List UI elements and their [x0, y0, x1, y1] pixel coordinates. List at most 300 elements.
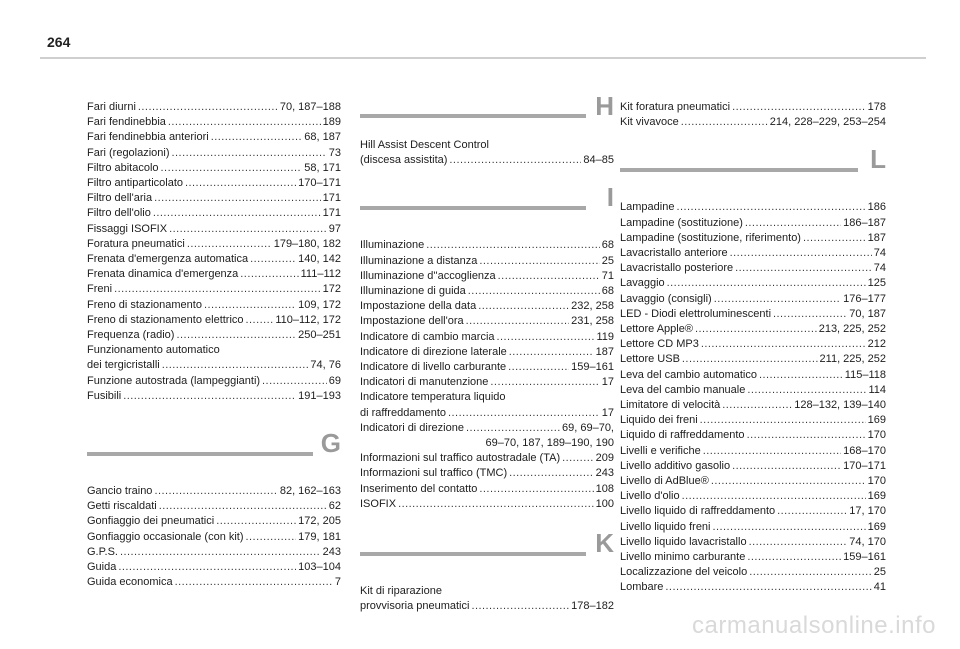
section-header-g [87, 428, 341, 478]
index-entry [87, 222, 341, 237]
index-term: Informazioni sul traffico (TMC) [360, 467, 508, 480]
index-entry [360, 497, 614, 512]
index-pages: 74, 170 [849, 535, 886, 548]
index-pages: 171 [322, 192, 341, 205]
index-pages: 232, 258 [571, 300, 614, 313]
index-entry [620, 276, 886, 291]
index-term: Gancio traino [87, 485, 153, 498]
index-term: Impostazione della data [360, 300, 477, 313]
section-letter: I [606, 182, 614, 213]
dot-leader [747, 550, 841, 565]
index-term: dei tergicristalli [87, 359, 160, 372]
index-term: Illuminazione [360, 239, 425, 252]
index-entry [620, 307, 886, 322]
dot-leader [711, 474, 866, 489]
dot-leader [204, 298, 296, 313]
index-entry [87, 252, 341, 267]
index-pages: 68 [601, 239, 614, 252]
index-term: Leva del cambio manuale [620, 383, 746, 396]
dot-leader [682, 352, 818, 367]
index-pages: 115–118 [844, 368, 886, 381]
index-pages: 140, 142 [298, 253, 341, 266]
index-term: Guida [87, 561, 117, 574]
dot-leader [713, 520, 866, 535]
index-pages: 128–132, 139–140 [794, 399, 886, 412]
index-term: Gonfiaggio occasionale (con kit) [87, 530, 244, 543]
index-term: Limitatore di velocità [620, 399, 721, 412]
index-entry [620, 337, 886, 352]
dot-leader [175, 575, 333, 590]
index-term: Indicatore di livello carburante [360, 361, 507, 374]
index-pages: 243 [322, 545, 341, 558]
index-entry [360, 375, 614, 390]
index-pages: 70, 187–188 [279, 101, 341, 113]
index-entries-i [360, 238, 614, 390]
dot-leader [676, 200, 865, 215]
index-term: Livello liquido di raffreddamento [620, 505, 776, 518]
index-term: Livello di AdBlue® [620, 475, 709, 488]
section-header-h [360, 91, 614, 132]
index-entry [360, 482, 614, 497]
dot-leader [153, 206, 321, 221]
index-term: di raffreddamento [360, 406, 447, 419]
index-term: Indicatore di direzione laterale [360, 345, 507, 358]
section-bar [360, 206, 586, 210]
index-column-3 [620, 100, 886, 596]
index-pages: 17 [601, 376, 614, 389]
index-entry [620, 246, 886, 261]
dot-leader [759, 368, 843, 383]
index-term: Filtro antiparticolato [87, 177, 183, 190]
index-pages: 119 [596, 330, 614, 343]
index-pages: 125 [867, 277, 886, 290]
index-pages: 69, 69–70, [562, 421, 614, 434]
index-pages: 169 [867, 490, 886, 503]
index-pages: 103–104 [298, 561, 341, 574]
index-entry [87, 130, 341, 145]
index-entry-line: Hill Assist Descent Control [360, 139, 489, 151]
index-column-2 [360, 91, 614, 614]
section-bar [620, 168, 858, 172]
dot-leader [240, 267, 298, 282]
index-pages: 250–251 [298, 329, 341, 342]
dot-leader [732, 100, 866, 115]
dot-leader [508, 360, 569, 375]
index-entry [620, 565, 886, 580]
dot-leader [466, 421, 560, 436]
index-pages: 41 [873, 581, 886, 594]
dot-leader [246, 530, 297, 545]
index-term: Indicatori di manutenzione [360, 376, 489, 389]
index-entry [87, 298, 341, 313]
dot-leader [479, 254, 599, 269]
index-pages: 209 [595, 452, 614, 465]
index-term: Kit foratura pneumatici [620, 101, 731, 113]
index-entry [360, 299, 614, 314]
index-term: Lettore USB [620, 353, 680, 366]
index-entry [620, 115, 886, 130]
section-letter: L [870, 144, 886, 175]
dot-leader [700, 413, 866, 428]
dot-leader [479, 482, 593, 497]
index-entry [360, 314, 614, 329]
index-entry [87, 146, 341, 161]
index-pages: 170–171 [298, 177, 341, 190]
index-entry [360, 238, 614, 253]
index-term: Foratura pneumatici [87, 237, 185, 250]
index-term: Fari (regolazioni) [87, 146, 170, 159]
index-entries-k [620, 100, 886, 130]
index-term: Informazioni sul traffico autostradale (TA) [360, 452, 561, 465]
dot-leader [732, 459, 841, 474]
dot-leader [730, 246, 872, 261]
index-entries-f [87, 100, 341, 343]
section-bar [87, 452, 313, 456]
index-pages: 109, 172 [298, 298, 341, 311]
index-pages: 58, 171 [304, 161, 341, 174]
index-pages: 169 [867, 520, 886, 533]
index-entry [87, 499, 341, 514]
index-term: Frenata d'emergenza automatica [87, 253, 249, 266]
dot-leader [120, 545, 321, 560]
dot-leader [735, 261, 872, 276]
index-term: Liquido di raffreddamento [620, 429, 745, 442]
index-pages: 17 [601, 406, 614, 419]
section-bar [360, 552, 586, 556]
page-number: 264 [47, 34, 71, 50]
index-entry [360, 360, 614, 375]
dot-leader [498, 269, 600, 284]
dot-leader [681, 115, 768, 130]
index-term: Impostazione dell'ora [360, 315, 464, 328]
index-entries-i2 [360, 451, 614, 512]
dot-leader [703, 444, 841, 459]
index-pages: 176–177 [843, 292, 886, 305]
index-entry [620, 504, 886, 519]
index-term: Illuminazione di guida [360, 285, 466, 298]
index-term: Lombare [620, 581, 664, 594]
index-entry [620, 352, 886, 367]
index-term: Lampadine (sostituzione, riferimento) [620, 231, 801, 244]
index-pages: 74 [873, 262, 886, 275]
index-entry [620, 216, 886, 231]
index-pages: 243 [595, 467, 614, 480]
dot-leader [172, 146, 327, 161]
index-term: Lavaggio (consigli) [620, 292, 712, 305]
index-entry [620, 474, 886, 489]
dot-leader [448, 406, 600, 421]
index-entry [360, 406, 614, 421]
dot-leader [803, 231, 866, 246]
index-term: Lampadine [620, 201, 675, 214]
dot-leader [701, 337, 866, 352]
index-term: Fissaggi ISOFIX [87, 222, 168, 235]
index-entry [360, 599, 614, 614]
dot-leader [497, 330, 595, 345]
index-pages: 68, 187 [304, 131, 341, 144]
index-entries-f2 [87, 374, 341, 404]
index-term: Livelli e verifiche [620, 444, 701, 457]
index-pages: 25 [873, 566, 886, 579]
dot-leader [118, 560, 296, 575]
index-entry [87, 206, 341, 221]
index-term: Freno di stazionamento elettrico [87, 313, 244, 326]
index-term: Lettore Apple® [620, 323, 693, 336]
index-term: Guida economica [87, 576, 173, 589]
index-pages: 214, 228–229, 253–254 [769, 116, 886, 129]
index-pages: 159–161 [843, 551, 886, 564]
index-entry [620, 489, 886, 504]
dot-leader [468, 284, 600, 299]
index-pages: 17, 170 [849, 505, 886, 518]
dot-leader [471, 599, 569, 614]
index-term: Filtro abitacolo [87, 161, 159, 174]
dot-leader [216, 514, 296, 529]
index-pages: 159–161 [571, 361, 614, 374]
index-term: LED - Diodi elettroluminescenti [620, 307, 772, 320]
index-pages: 84–85 [583, 154, 614, 167]
index-pages: 213, 225, 252 [818, 323, 886, 336]
index-term: Funzione autostrada (lampeggianti) [87, 374, 261, 387]
index-entry [360, 330, 614, 345]
index-term: Gonfiaggio dei pneumatici [87, 515, 215, 528]
index-pages: 186 [867, 201, 886, 214]
index-entry [620, 520, 886, 535]
index-pages: 25 [601, 254, 614, 267]
index-entry [87, 161, 341, 176]
index-term: Localizzazione del veicolo [620, 566, 748, 579]
index-pages: 186–187 [843, 216, 886, 229]
index-entry [87, 176, 341, 191]
dot-leader [745, 216, 841, 231]
index-pages: 179, 181 [298, 530, 341, 543]
index-pages-continuation: 69–70, 187, 189–190, 190 [485, 437, 614, 450]
dot-leader [466, 314, 570, 329]
index-entry [360, 345, 614, 360]
dot-leader [159, 499, 327, 514]
index-entry [360, 466, 614, 481]
index-pages: 212 [867, 338, 886, 351]
index-entry [360, 254, 614, 269]
index-term: (discesa assistita) [360, 154, 448, 167]
index-entry [620, 535, 886, 550]
dot-leader [138, 100, 278, 115]
dot-leader [490, 375, 599, 390]
index-term: Fari fendinebbia [87, 116, 166, 129]
dot-leader [211, 130, 303, 145]
index-term: Indicatori di direzione [360, 421, 464, 434]
dot-leader [478, 299, 569, 314]
index-term: Illuminazione d''accoglienza [360, 269, 496, 282]
index-entry [620, 322, 886, 337]
index-pages: 172, 205 [298, 515, 341, 528]
dot-leader [777, 504, 847, 519]
index-pages: 231, 258 [571, 315, 614, 328]
index-entry [620, 368, 886, 383]
dot-leader [695, 322, 817, 337]
index-entry [87, 358, 341, 373]
dot-leader [682, 489, 866, 504]
index-pages: 73 [328, 146, 341, 159]
index-pages: 82, 162–163 [279, 485, 341, 498]
dot-leader [509, 345, 594, 360]
index-pages: 100 [595, 497, 614, 510]
dot-leader [176, 328, 296, 343]
dot-leader [449, 153, 581, 168]
index-entry [87, 115, 341, 130]
index-pages: 211, 225, 252 [819, 353, 886, 366]
dot-leader [250, 252, 296, 267]
index-term: Filtro dell'olio [87, 207, 151, 220]
index-term: Livello liquido freni [620, 520, 711, 533]
index-entry [87, 191, 341, 206]
dot-leader [773, 307, 847, 322]
index-term: Lavaggio [620, 277, 665, 290]
header-rule [40, 57, 926, 59]
index-pages: 179–180, 182 [273, 237, 341, 250]
index-entry [87, 530, 341, 545]
index-term: Livello minimo carburante [620, 551, 746, 564]
index-pages: 70, 187 [849, 307, 886, 320]
index-pages: 189 [322, 116, 341, 129]
index-entry [87, 389, 341, 404]
index-entry [620, 261, 886, 276]
index-term: Livello liquido lavacristallo [620, 535, 747, 548]
index-entry [87, 374, 341, 389]
index-term: Getti riscaldati [87, 500, 157, 513]
index-entry-line: Indicatore temperatura liquido [360, 391, 506, 404]
index-term: Liquido dei freni [620, 414, 698, 427]
dot-leader [665, 580, 871, 595]
index-term: Leva del cambio automatico [620, 368, 757, 381]
dot-leader [162, 358, 309, 373]
section-header-i [360, 182, 614, 232]
index-pages: 74, 76 [310, 359, 341, 372]
index-entries-g [87, 484, 341, 590]
index-entry [620, 428, 886, 443]
index-term: Fari diurni [87, 101, 136, 113]
dot-leader [714, 292, 841, 307]
index-entry [620, 459, 886, 474]
index-pages: 114 [868, 383, 886, 396]
index-entry [620, 292, 886, 307]
index-term: Fari fendinebbia anteriori [87, 131, 209, 144]
dot-leader [509, 466, 594, 481]
index-pages: 170 [867, 429, 886, 442]
index-term: Freno di stazionamento [87, 298, 202, 311]
index-entry [620, 444, 886, 459]
index-entry [87, 545, 341, 560]
index-pages: 62 [328, 500, 341, 513]
index-pages: 168–170 [843, 444, 886, 457]
dot-leader [749, 535, 848, 550]
index-pages: 68 [601, 285, 614, 298]
index-term: Indicatore di cambio marcia [360, 330, 495, 343]
index-term: provvisoria pneumatici [360, 600, 470, 613]
index-entry [360, 153, 614, 168]
index-entry [620, 580, 886, 595]
index-term: Illuminazione a distanza [360, 254, 478, 267]
dot-leader [398, 497, 594, 512]
section-letter: G [320, 428, 341, 459]
index-entry [360, 451, 614, 466]
index-entry [87, 313, 341, 328]
section-bar [360, 114, 586, 118]
dot-leader [722, 398, 792, 413]
index-entries-l [620, 200, 886, 595]
dot-leader [154, 484, 277, 499]
index-entry [620, 550, 886, 565]
index-term: Lavacristallo anteriore [620, 247, 728, 260]
index-pages: 7 [334, 576, 341, 589]
index-pages: 74 [873, 247, 886, 260]
index-pages: 69 [328, 374, 341, 387]
index-term: ISOFIX [360, 497, 397, 510]
index-entry-line: Kit di riparazione [360, 585, 442, 598]
index-pages: 108 [595, 482, 614, 495]
index-entry [620, 100, 886, 115]
index-term: Livello additivo gasolio [620, 459, 731, 472]
index-entry [620, 231, 886, 246]
index-term: Frequenza (radio) [87, 329, 175, 342]
index-pages: 111–112 [300, 268, 341, 281]
index-pages: 178 [867, 101, 886, 113]
index-term: Inserimento del contatto [360, 482, 478, 495]
index-pages: 170 [867, 475, 886, 488]
index-pages: 171 [322, 207, 341, 220]
dot-leader [747, 428, 866, 443]
index-entry [87, 484, 341, 499]
index-pages: 172 [322, 283, 341, 296]
index-entry-line: Funzionamento automatico [87, 344, 220, 357]
index-term: Freni [87, 283, 113, 296]
dot-leader [667, 276, 866, 291]
index-pages: 71 [601, 269, 614, 282]
dot-leader [185, 176, 296, 191]
dot-leader [114, 282, 321, 297]
index-pages: 170–171 [843, 459, 886, 472]
dot-leader [747, 383, 866, 398]
index-pages: 191–193 [298, 389, 341, 402]
index-term: Filtro dell'aria [87, 192, 153, 205]
index-term: Lampadine (sostituzione) [620, 216, 743, 229]
dot-leader [123, 389, 296, 404]
dot-leader [169, 222, 327, 237]
index-entry [360, 269, 614, 284]
index-entry [620, 398, 886, 413]
index-term: Frenata dinamica d'emergenza [87, 268, 239, 281]
section-letter: H [595, 91, 614, 121]
index-entry [360, 421, 614, 436]
section-letter: K [595, 528, 614, 559]
section-header-k [360, 528, 614, 578]
index-entry [87, 575, 341, 590]
section-header-l [620, 144, 886, 194]
index-term: Kit vivavoce [620, 116, 679, 129]
index-term: Lettore CD MP3 [620, 338, 699, 351]
index-pages: 110–112, 172 [275, 313, 341, 326]
index-pages: 97 [328, 222, 341, 235]
index-pages: 169 [867, 414, 886, 427]
index-entry [87, 560, 341, 575]
index-entry [360, 284, 614, 299]
index-entry [620, 200, 886, 215]
dot-leader [168, 115, 321, 130]
dot-leader [262, 374, 327, 389]
index-entry [620, 383, 886, 398]
watermark: carmanualsonline.info [692, 612, 936, 639]
dot-leader [749, 565, 872, 580]
